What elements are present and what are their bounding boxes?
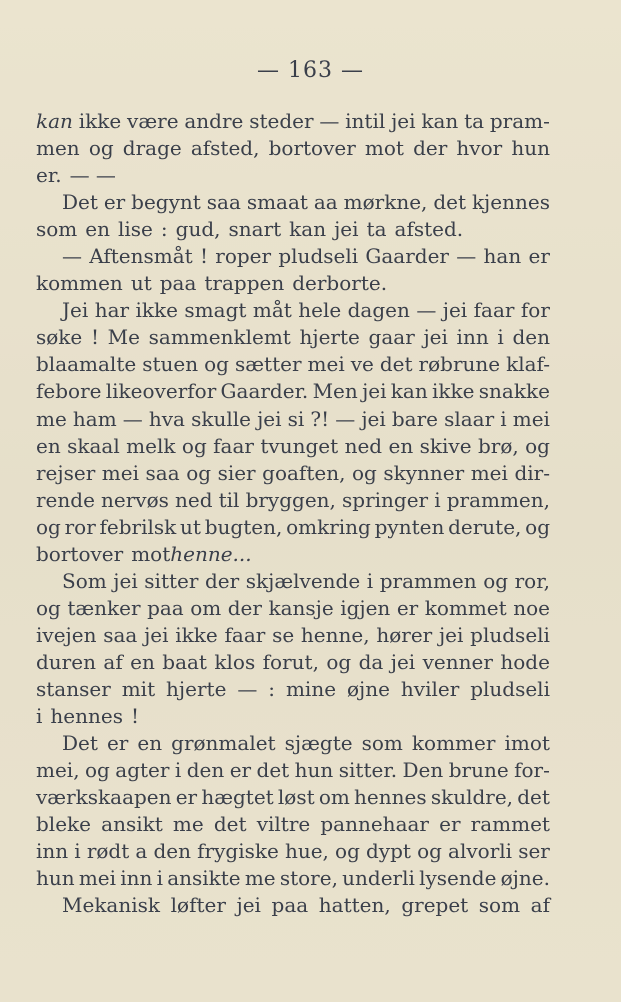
word: : [268, 676, 276, 701]
word: og [525, 514, 550, 539]
word: rødt [86, 839, 130, 864]
word: inn [120, 866, 153, 891]
word: pludseli [470, 676, 550, 701]
word: som [36, 217, 78, 242]
word: smaat [246, 190, 308, 215]
word: Det [62, 731, 98, 756]
word: af [530, 893, 550, 918]
word: febore [36, 379, 102, 404]
word: og [181, 433, 207, 458]
body-text [36, 108, 550, 919]
word: men [36, 136, 80, 161]
text-line [36, 487, 550, 514]
word: mei [101, 460, 139, 485]
word: saa [103, 622, 138, 647]
word: og [525, 433, 550, 458]
word: og [186, 460, 212, 485]
word: røbrune [418, 352, 501, 377]
text-line [36, 433, 550, 460]
word: trappen [204, 271, 285, 296]
word: mot [364, 136, 404, 161]
word: jei [334, 217, 359, 242]
word: frygiske [197, 839, 279, 864]
word: hennes [50, 704, 123, 729]
word: begynt [131, 190, 201, 215]
text-line [36, 243, 550, 270]
word: saa [145, 460, 180, 485]
word: om [190, 595, 222, 620]
word: tvunget [260, 433, 339, 458]
word: ikke [432, 379, 475, 404]
word: ! [199, 244, 209, 269]
word: agter [115, 758, 170, 783]
word: faar [213, 433, 254, 458]
word: hva [148, 406, 185, 431]
word: melk [126, 433, 176, 458]
word: mei [512, 406, 550, 431]
word: ansikt [101, 812, 163, 837]
word: for [520, 298, 550, 323]
word: pynten [374, 514, 445, 539]
word: nervøs [101, 487, 169, 512]
text-line [36, 108, 550, 135]
word: igjen [340, 595, 391, 620]
word: skive [419, 433, 472, 458]
word: goaften, [262, 460, 346, 485]
word: han [483, 244, 522, 269]
word: henne, [300, 622, 370, 647]
word: henne... [170, 541, 252, 566]
word: paa [271, 893, 309, 918]
word: hele [298, 298, 342, 323]
word: jei [423, 325, 448, 350]
word: drage [122, 136, 182, 161]
word: — [335, 406, 356, 431]
text-line [36, 865, 550, 892]
text-line [36, 297, 550, 324]
word: — — [69, 163, 116, 188]
word: — [62, 244, 82, 269]
word: hjerte [166, 676, 227, 701]
word: ut [180, 514, 201, 539]
text-line [36, 649, 550, 676]
word: pannehaar [320, 812, 429, 837]
word: stuen [142, 352, 199, 377]
word: jei [144, 622, 169, 647]
word: ham [72, 406, 117, 431]
word: skuldre, [430, 785, 514, 810]
word: da [358, 649, 384, 674]
word: faar [224, 622, 266, 647]
word: øjne. [500, 866, 550, 891]
word: er [528, 244, 550, 269]
word: bortover [36, 541, 124, 566]
word: gaar [368, 325, 415, 350]
word: sier [217, 460, 256, 485]
word: og [36, 595, 61, 620]
word: en [388, 433, 414, 458]
word: — [122, 406, 143, 431]
text-line [36, 757, 550, 784]
word: ser [518, 839, 550, 864]
word: snart [228, 217, 282, 242]
word: for- [514, 758, 550, 783]
text-line [36, 378, 550, 405]
word: underli [342, 866, 415, 891]
word: Den [402, 758, 444, 783]
word: løfter [170, 893, 226, 918]
word: omkring [286, 514, 371, 539]
word: mit [121, 676, 156, 701]
word: grønmalet [171, 731, 276, 756]
word: kan [421, 109, 459, 133]
word: øjne [346, 676, 390, 701]
text-line [36, 784, 550, 811]
word: smagt [184, 298, 247, 323]
word: steder [249, 109, 314, 133]
word: paa [147, 595, 184, 620]
word: den [186, 758, 225, 783]
word: kjennes [471, 190, 550, 215]
text-line [36, 216, 550, 243]
word: snakke [478, 379, 550, 404]
word: Gaarder [365, 244, 449, 269]
text-line [36, 811, 550, 838]
word: i [36, 704, 43, 729]
word: baat [162, 649, 207, 674]
text-line [36, 351, 550, 378]
word: og [85, 758, 110, 783]
word: er [439, 812, 461, 837]
word: a [135, 839, 148, 864]
word: Som [62, 568, 107, 593]
word: som [361, 731, 403, 756]
word: faar [473, 298, 515, 323]
word: ror [64, 514, 96, 539]
word: der [204, 568, 240, 593]
text-line [36, 135, 550, 162]
word: i [156, 866, 163, 891]
word: Det [62, 190, 98, 215]
word: hode [500, 649, 550, 674]
text-line [36, 514, 550, 541]
word: er [175, 785, 198, 810]
text-line [36, 541, 550, 568]
word: skynner [383, 460, 465, 485]
word: kan [289, 217, 327, 242]
word: ut [130, 271, 152, 296]
word: hører [376, 622, 433, 647]
word: ta [366, 217, 387, 242]
word: — [456, 244, 477, 269]
word: er [396, 595, 419, 620]
word: af [103, 649, 123, 674]
word: sammenklemt [148, 325, 291, 350]
word: bortover [268, 136, 356, 161]
word: har [94, 298, 130, 323]
word: — [319, 109, 340, 133]
word: mine [285, 676, 337, 701]
word: si [287, 406, 305, 431]
word: likeoverfor [105, 379, 217, 404]
word: pram- [489, 109, 550, 133]
word: venner [422, 649, 493, 674]
text-line [36, 892, 550, 919]
word: Jei [62, 298, 89, 323]
word: til [218, 487, 240, 512]
word: er [229, 758, 252, 783]
word: derborte. [292, 271, 388, 296]
word: mei [78, 866, 117, 891]
word: afsted, [190, 136, 260, 161]
word: hatten, [318, 893, 391, 918]
word: værkskaapen [36, 785, 172, 810]
text-line [36, 595, 550, 622]
word: lise [118, 217, 153, 242]
word: springer [342, 487, 429, 512]
word: være [127, 109, 179, 133]
word: se [272, 622, 295, 647]
word: jei [113, 568, 138, 593]
word: det [433, 190, 467, 215]
word: er [106, 731, 129, 756]
text-line [36, 162, 550, 189]
word: inn [456, 325, 489, 350]
word: brø, [477, 433, 519, 458]
word: derute, [448, 514, 522, 539]
word: i [74, 839, 81, 864]
word: hvor [456, 136, 503, 161]
word: hue, [284, 839, 329, 864]
text-line [36, 460, 550, 487]
word: ansikte [167, 866, 241, 891]
word: det [213, 812, 247, 837]
word: Aftensmåt [89, 244, 193, 269]
word: en [137, 731, 163, 756]
word: ta [464, 109, 485, 133]
word: jei [361, 406, 386, 431]
word: rejser [36, 460, 96, 485]
word: rammet [470, 812, 550, 837]
word: stanser [36, 676, 111, 701]
word: ! [90, 325, 99, 350]
word: gud, [175, 217, 221, 242]
word: Mekanisk [62, 893, 161, 918]
word: jei [442, 298, 468, 323]
word: sjægte [284, 731, 353, 756]
word: sætter [234, 352, 302, 377]
word: grepet [401, 893, 469, 918]
word: i [366, 568, 374, 593]
word: mørkne, [343, 190, 428, 215]
text-line [36, 406, 550, 433]
word: sitter. [338, 758, 398, 783]
word: hennes [354, 785, 427, 810]
word: den [153, 839, 191, 864]
word: saa [206, 190, 241, 215]
word: jei [257, 406, 282, 431]
word: kommer [411, 731, 496, 756]
word: kansje [268, 595, 334, 620]
word: inn [36, 839, 69, 864]
word: hviler [400, 676, 460, 701]
text-line [36, 730, 550, 757]
word: duren [36, 649, 96, 674]
word: det [517, 785, 550, 810]
word: febrilsk [99, 514, 177, 539]
word: det [379, 352, 413, 377]
word: ! [130, 704, 140, 729]
word: hjerte [299, 325, 360, 350]
word: skaal [67, 433, 120, 458]
word: alvorli [448, 839, 513, 864]
word: : [160, 217, 168, 242]
word: den [512, 325, 550, 350]
word: forut, [262, 649, 319, 674]
word: paa [159, 271, 197, 296]
word: roper [215, 244, 272, 269]
word: og [417, 839, 442, 864]
word: klaf- [506, 352, 550, 377]
word: bugten, [204, 514, 283, 539]
word: me [172, 812, 204, 837]
word: det [256, 758, 290, 783]
word: er. [36, 163, 62, 188]
word: hægtet [201, 785, 274, 810]
text-line [36, 676, 550, 703]
word: jei [391, 109, 416, 133]
word: intil [345, 109, 386, 133]
word: søke [36, 325, 83, 350]
word: ror, [514, 568, 550, 593]
word: og [351, 460, 377, 485]
word: blaamalte [36, 352, 137, 377]
word: om [318, 785, 350, 810]
word: jei [390, 649, 416, 674]
word: og [36, 514, 61, 539]
word: hun [294, 758, 334, 783]
word: afsted. [394, 217, 464, 242]
word: jei [362, 379, 387, 404]
text-line [36, 270, 550, 297]
word: ivejen [36, 622, 97, 647]
word: i [497, 325, 504, 350]
text-line [36, 622, 550, 649]
word: kan [36, 109, 73, 133]
word: og [326, 649, 352, 674]
word: rende [36, 487, 95, 512]
word: me [36, 406, 67, 431]
word: ?! [310, 406, 330, 431]
word: en [85, 217, 110, 242]
word: en [130, 649, 155, 674]
word: klos [214, 649, 256, 674]
word: pludseli [278, 244, 359, 269]
word: imot [504, 731, 550, 756]
word: og [88, 136, 114, 161]
word: en [36, 433, 61, 458]
word: ve [350, 352, 374, 377]
word: mei, [36, 758, 80, 783]
word: løst [277, 785, 315, 810]
word: kommet [424, 595, 507, 620]
word: bare [391, 406, 438, 431]
word: prammen [379, 568, 477, 593]
word: prammen, [446, 487, 550, 512]
word: ned [344, 433, 383, 458]
word: ikke [135, 298, 178, 323]
word: me [244, 866, 276, 891]
word: i [174, 758, 182, 783]
word: der [227, 595, 262, 620]
text-line [36, 324, 550, 351]
word: i [500, 406, 507, 431]
word: Me [107, 325, 140, 350]
word: ikke [175, 622, 218, 647]
word: aa [313, 190, 338, 215]
word: i [434, 487, 441, 512]
word: måt [252, 298, 292, 323]
word: ikke [78, 109, 122, 133]
word: Men [312, 379, 358, 404]
word: og [335, 839, 360, 864]
word: og [204, 352, 229, 377]
word: viltre [256, 812, 311, 837]
text-line [36, 189, 550, 216]
word: mei [470, 460, 508, 485]
word: ned [175, 487, 213, 512]
word: hun [36, 866, 75, 891]
word: kommen [36, 271, 123, 296]
word: mot [131, 541, 171, 566]
word: Gaarder. [220, 379, 309, 404]
word: jei [236, 893, 261, 918]
word: sitter [144, 568, 199, 593]
text-line [36, 703, 550, 730]
word: dagen [347, 298, 410, 323]
word: brune [448, 758, 509, 783]
word: tænker [67, 595, 141, 620]
word: kan [390, 379, 428, 404]
word: andre [184, 109, 244, 133]
text-line [36, 838, 550, 865]
word: — [237, 676, 258, 701]
page-number: — 163 — [257, 58, 364, 83]
word: bryggen, [245, 487, 336, 512]
word: hun [511, 136, 550, 161]
word: som [478, 893, 521, 918]
word: der [413, 136, 448, 161]
word: skulle [191, 406, 251, 431]
word: lysende [419, 866, 497, 891]
word: — [416, 298, 437, 323]
word: og [483, 568, 509, 593]
text-line [36, 568, 550, 595]
word: pludseli [470, 622, 550, 647]
word: bleke [36, 812, 91, 837]
word: store, [279, 866, 338, 891]
word: dypt [366, 839, 411, 864]
word: skjælvende [245, 568, 361, 593]
word: slaar [444, 406, 495, 431]
word: dir- [514, 460, 550, 485]
word: mei [307, 352, 345, 377]
word: noe [513, 595, 550, 620]
word: er [103, 190, 126, 215]
word: jei [438, 622, 464, 647]
